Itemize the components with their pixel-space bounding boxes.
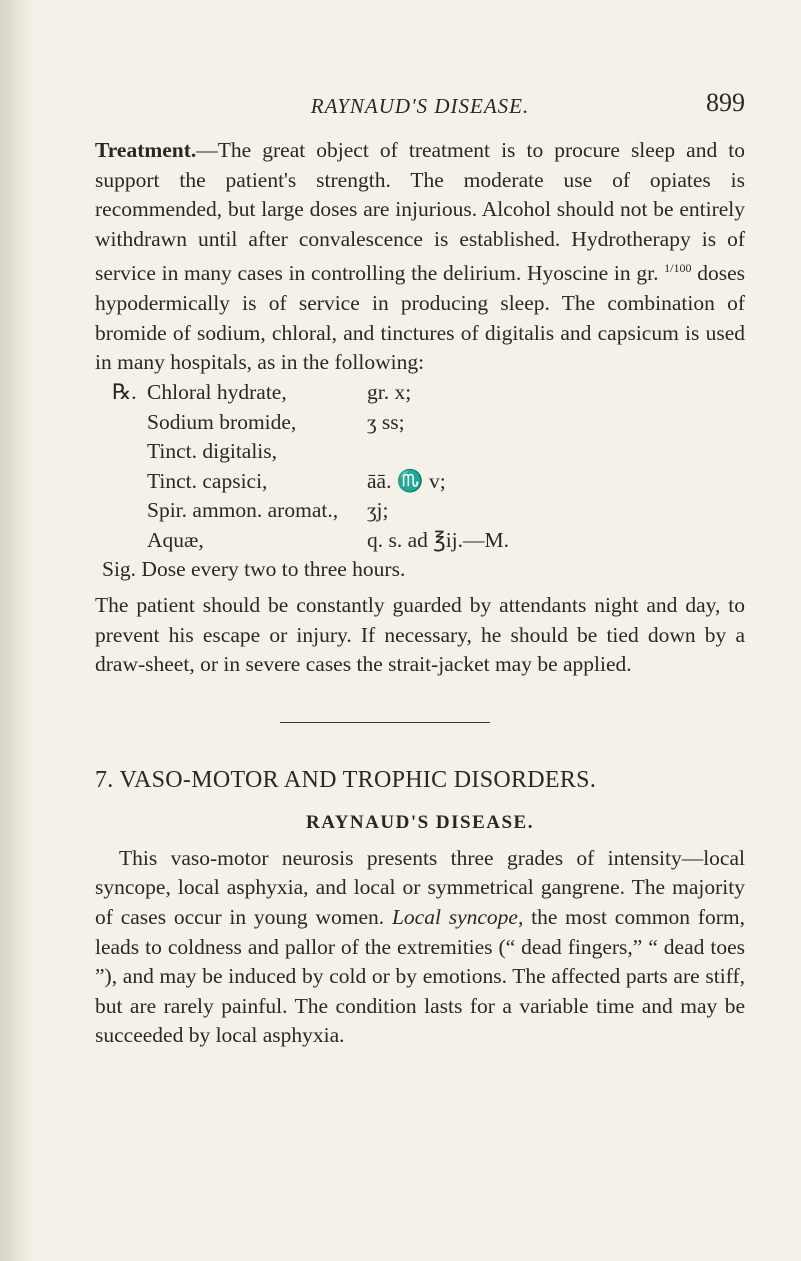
page-content	[95, 88, 745, 1051]
prescription	[112, 378, 647, 556]
prescription-row	[147, 408, 647, 438]
section-divider	[280, 722, 490, 723]
prescription-row	[112, 378, 647, 408]
treatment-text-after: doses hypodermically is of service in producing sleep. The combination of bromide of sodium, chloral, and tinctures of digitalis and capsicum is used in many hospitals, as in the following:	[95, 261, 746, 375]
treatment-paragraph	[95, 136, 745, 378]
ingredient: Tinct. capsici,	[147, 468, 268, 493]
recipe-symbol: ℞.	[112, 379, 137, 404]
page-number: 899	[706, 88, 745, 117]
section-heading: 7. VASO-MOTOR AND TROPHIC DISORDERS.	[95, 766, 597, 793]
amount: gr. x;	[367, 379, 412, 404]
treatment-lead: Treatment.	[95, 138, 197, 162]
prescription-row	[147, 467, 647, 497]
ingredient: Tinct. digitalis,	[147, 439, 278, 464]
ingredient: Spir. ammon. aromat.,	[147, 498, 339, 523]
amount: q. s. ad ℥ij.—M.	[367, 527, 510, 552]
ingredient: Chloral hydrate,	[147, 379, 287, 404]
ingredient: Sodium bromide,	[147, 409, 297, 434]
prescription-row	[147, 437, 647, 467]
raynaud-text: This vaso-motor neurosis presents three grades of intensity—local syncope, local asphyxia, and local or symmetrical gangrene. The majority of cases occur in young women.	[95, 845, 745, 930]
prescription-row	[147, 496, 647, 526]
amount: ʒ ss;	[367, 409, 405, 434]
raynaud-paragraph	[95, 844, 745, 1051]
running-head-title: RAYNAUD'S DISEASE.	[310, 94, 530, 118]
amount: āā. ♏ v;	[367, 468, 446, 493]
ingredient: Aquæ,	[147, 527, 204, 552]
book-spine-shadow	[0, 0, 34, 1261]
treatment-text: —The great object of treatment is to procure sleep and to support the patient's strength. The moderate use of opiates is recommended, but large doses are injurious. Alcohol should not be entirely withdrawn until after convalescence is established. Hydrotherapy is of service in many cases in controlling the delirium. Hyoscine in gr.	[95, 138, 745, 286]
raynaud-text-continued: the most common form, leads to coldness and pallor of the extremities (“ dead fingers,” “ dead toes ”), and may be induced by cold or by emotions. The affected parts are stiff, but are rarely painful. The condition lasts for a variable time and may be succeeded by local asphyxia.	[95, 905, 745, 1048]
subsection-heading: RAYNAUD'S DISEASE.	[306, 811, 534, 833]
dose-fraction: 1/100	[664, 261, 692, 276]
prescription-row	[147, 526, 647, 556]
raynaud-italic-term: Local syncope,	[391, 905, 524, 930]
prescription-signature: Sig. Dose every two to three hours.	[102, 557, 406, 582]
running-head	[95, 88, 745, 128]
guard-paragraph: The patient should be constantly guarded by attendants night and day, to prevent his escape or injury. If necessary, he should be tied down by a draw-sheet, or in severe cases the strait-jacket may be applied.	[95, 593, 745, 677]
amount: ʒj;	[367, 498, 389, 523]
